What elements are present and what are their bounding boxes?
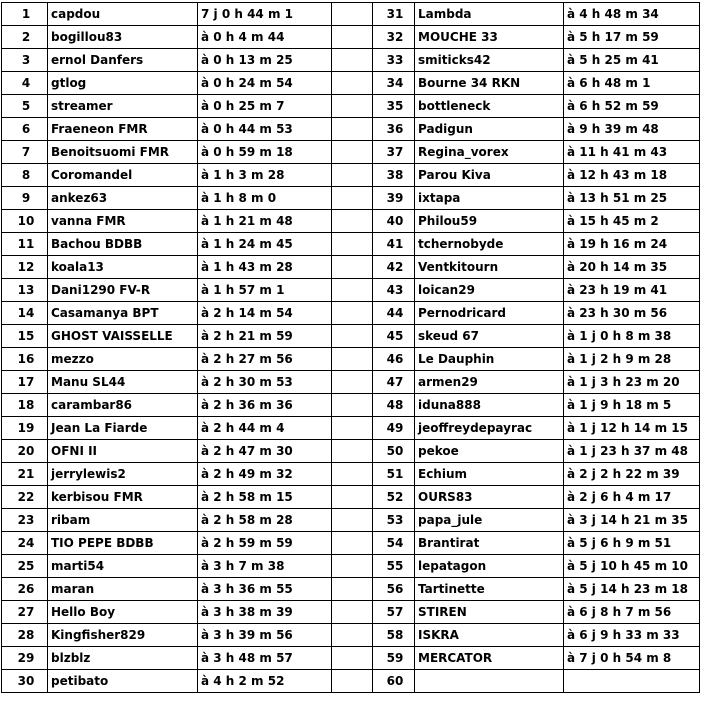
time-cell: à 1 j 23 h 37 m 48 [564, 440, 700, 463]
spacer-cell [332, 302, 373, 325]
spacer-cell [332, 371, 373, 394]
rank-cell: 9 [2, 187, 48, 210]
spacer-cell [332, 279, 373, 302]
rank-cell: 12 [2, 256, 48, 279]
time-cell: à 0 h 59 m 18 [198, 141, 332, 164]
rank-cell: 33 [373, 49, 415, 72]
name-cell: loican29 [415, 279, 564, 302]
rank-cell: 7 [2, 141, 48, 164]
rank-cell: 47 [373, 371, 415, 394]
time-cell: à 2 h 21 m 59 [198, 325, 332, 348]
rank-cell: 11 [2, 233, 48, 256]
name-cell: mezzo [48, 348, 198, 371]
name-cell: Brantirat [415, 532, 564, 555]
table-row [2, 578, 700, 601]
name-cell: jerrylewis2 [48, 463, 198, 486]
table-row [2, 601, 700, 624]
time-cell: à 6 j 8 h 7 m 56 [564, 601, 700, 624]
time-cell: à 6 j 9 h 33 m 33 [564, 624, 700, 647]
name-cell: Ventkitourn [415, 256, 564, 279]
time-cell: à 1 h 43 m 28 [198, 256, 332, 279]
time-cell: à 5 h 17 m 59 [564, 26, 700, 49]
rank-cell: 28 [2, 624, 48, 647]
table-row [2, 417, 700, 440]
name-cell: OURS83 [415, 486, 564, 509]
spacer-cell [332, 509, 373, 532]
rank-cell: 4 [2, 72, 48, 95]
name-cell: Coromandel [48, 164, 198, 187]
rank-cell: 13 [2, 279, 48, 302]
name-cell: Jean La Fiarde [48, 417, 198, 440]
spacer-cell [332, 49, 373, 72]
name-cell: Tartinette [415, 578, 564, 601]
name-cell: ixtapa [415, 187, 564, 210]
time-cell: à 1 h 57 m 1 [198, 279, 332, 302]
spacer-cell [332, 647, 373, 670]
spacer-cell [332, 141, 373, 164]
name-cell: iduna888 [415, 394, 564, 417]
rank-cell: 58 [373, 624, 415, 647]
name-cell: tchernobyde [415, 233, 564, 256]
table-row [2, 49, 700, 72]
table-row [2, 509, 700, 532]
table-row [2, 647, 700, 670]
time-cell: à 2 j 6 h 4 m 17 [564, 486, 700, 509]
spacer-cell [332, 164, 373, 187]
rank-cell: 53 [373, 509, 415, 532]
table-row [2, 210, 700, 233]
rank-cell: 5 [2, 95, 48, 118]
spacer-cell [332, 417, 373, 440]
name-cell: bogillou83 [48, 26, 198, 49]
name-cell: ernol Danfers [48, 49, 198, 72]
time-cell: à 6 h 52 m 59 [564, 95, 700, 118]
time-cell: à 0 h 4 m 44 [198, 26, 332, 49]
time-cell: à 5 j 10 h 45 m 10 [564, 555, 700, 578]
time-cell: à 2 h 59 m 59 [198, 532, 332, 555]
time-cell: à 0 h 24 m 54 [198, 72, 332, 95]
rank-cell: 46 [373, 348, 415, 371]
rank-cell: 31 [373, 3, 415, 26]
name-cell: maran [48, 578, 198, 601]
table-row [2, 555, 700, 578]
spacer-cell [332, 578, 373, 601]
name-cell: Manu SL44 [48, 371, 198, 394]
time-cell: à 2 h 14 m 54 [198, 302, 332, 325]
spacer-cell [332, 325, 373, 348]
name-cell: carambar86 [48, 394, 198, 417]
name-cell: jeoffreydepayrac [415, 417, 564, 440]
name-cell: capdou [48, 3, 198, 26]
name-cell: Casamanya BPT [48, 302, 198, 325]
spacer-cell [332, 463, 373, 486]
name-cell: Echium [415, 463, 564, 486]
name-cell [415, 670, 564, 693]
name-cell: armen29 [415, 371, 564, 394]
spacer-cell [332, 555, 373, 578]
name-cell: STIREN [415, 601, 564, 624]
table-row [2, 394, 700, 417]
time-cell: à 2 h 27 m 56 [198, 348, 332, 371]
rank-cell: 39 [373, 187, 415, 210]
rank-cell: 21 [2, 463, 48, 486]
table-row [2, 141, 700, 164]
name-cell: Bachou BDBB [48, 233, 198, 256]
time-cell: à 12 h 43 m 18 [564, 164, 700, 187]
time-cell: à 5 j 14 h 23 m 18 [564, 578, 700, 601]
name-cell: MOUCHE 33 [415, 26, 564, 49]
name-cell: kerbisou FMR [48, 486, 198, 509]
name-cell: GHOST VAISSELLE [48, 325, 198, 348]
time-cell: à 3 h 38 m 39 [198, 601, 332, 624]
name-cell: pekoe [415, 440, 564, 463]
rank-cell: 23 [2, 509, 48, 532]
name-cell: Hello Boy [48, 601, 198, 624]
table-row [2, 348, 700, 371]
rank-cell: 24 [2, 532, 48, 555]
rank-cell: 40 [373, 210, 415, 233]
spacer-cell [332, 532, 373, 555]
spacer-cell [332, 187, 373, 210]
time-cell: à 15 h 45 m 2 [564, 210, 700, 233]
time-cell: à 2 h 58 m 15 [198, 486, 332, 509]
spacer-cell [332, 3, 373, 26]
name-cell: koala13 [48, 256, 198, 279]
name-cell: MERCATOR [415, 647, 564, 670]
name-cell: bottleneck [415, 95, 564, 118]
rank-cell: 55 [373, 555, 415, 578]
time-cell: à 1 h 24 m 45 [198, 233, 332, 256]
name-cell: Kingfisher829 [48, 624, 198, 647]
rank-cell: 3 [2, 49, 48, 72]
table-row [2, 463, 700, 486]
time-cell: à 3 h 7 m 38 [198, 555, 332, 578]
time-cell: à 1 j 3 h 23 m 20 [564, 371, 700, 394]
spacer-cell [332, 256, 373, 279]
name-cell: Philou59 [415, 210, 564, 233]
time-cell [564, 670, 700, 693]
table-row [2, 95, 700, 118]
spacer-cell [332, 210, 373, 233]
name-cell: gtlog [48, 72, 198, 95]
time-cell: à 11 h 41 m 43 [564, 141, 700, 164]
results-table [1, 2, 700, 693]
name-cell: ankez63 [48, 187, 198, 210]
name-cell: streamer [48, 95, 198, 118]
rank-cell: 17 [2, 371, 48, 394]
table-row [2, 486, 700, 509]
rank-cell: 32 [373, 26, 415, 49]
rank-cell: 42 [373, 256, 415, 279]
results-table-body [2, 3, 700, 693]
rank-cell: 10 [2, 210, 48, 233]
name-cell: marti54 [48, 555, 198, 578]
name-cell: ISKRA [415, 624, 564, 647]
rank-cell: 8 [2, 164, 48, 187]
name-cell: Lambda [415, 3, 564, 26]
rank-cell: 37 [373, 141, 415, 164]
rank-cell: 26 [2, 578, 48, 601]
table-row [2, 325, 700, 348]
name-cell: OFNI II [48, 440, 198, 463]
time-cell: à 6 h 48 m 1 [564, 72, 700, 95]
spacer-cell [332, 348, 373, 371]
spacer-cell [332, 394, 373, 417]
time-cell: à 2 h 44 m 4 [198, 417, 332, 440]
rank-cell: 54 [373, 532, 415, 555]
time-cell: à 13 h 51 m 25 [564, 187, 700, 210]
table-row [2, 72, 700, 95]
rank-cell: 36 [373, 118, 415, 141]
table-row [2, 164, 700, 187]
rank-cell: 2 [2, 26, 48, 49]
name-cell: TIO PEPE BDBB [48, 532, 198, 555]
table-row [2, 256, 700, 279]
spacer-cell [332, 440, 373, 463]
table-row [2, 371, 700, 394]
rank-cell: 22 [2, 486, 48, 509]
rank-cell: 59 [373, 647, 415, 670]
name-cell: papa_jule [415, 509, 564, 532]
spacer-cell [332, 486, 373, 509]
time-cell: à 2 h 47 m 30 [198, 440, 332, 463]
spacer-cell [332, 233, 373, 256]
time-cell: à 23 h 30 m 56 [564, 302, 700, 325]
time-cell: à 4 h 48 m 34 [564, 3, 700, 26]
rank-cell: 41 [373, 233, 415, 256]
time-cell: à 19 h 16 m 24 [564, 233, 700, 256]
time-cell: à 3 j 14 h 21 m 35 [564, 509, 700, 532]
time-cell: à 1 j 0 h 8 m 38 [564, 325, 700, 348]
name-cell: lepatagon [415, 555, 564, 578]
spacer-cell [332, 670, 373, 693]
rank-cell: 52 [373, 486, 415, 509]
name-cell: Padigun [415, 118, 564, 141]
table-row [2, 279, 700, 302]
name-cell: petibato [48, 670, 198, 693]
rank-cell: 51 [373, 463, 415, 486]
time-cell: à 9 h 39 m 48 [564, 118, 700, 141]
time-cell: à 2 h 36 m 36 [198, 394, 332, 417]
time-cell: à 4 h 2 m 52 [198, 670, 332, 693]
table-row [2, 3, 700, 26]
rank-cell: 38 [373, 164, 415, 187]
rank-cell: 30 [2, 670, 48, 693]
rank-cell: 6 [2, 118, 48, 141]
name-cell: Dani1290 FV-R [48, 279, 198, 302]
rank-cell: 43 [373, 279, 415, 302]
rank-cell: 57 [373, 601, 415, 624]
time-cell: à 3 h 39 m 56 [198, 624, 332, 647]
time-cell: à 2 h 58 m 28 [198, 509, 332, 532]
table-row [2, 302, 700, 325]
rank-cell: 14 [2, 302, 48, 325]
results-table-container [1, 2, 700, 693]
time-cell: à 1 h 21 m 48 [198, 210, 332, 233]
name-cell: Le Dauphin [415, 348, 564, 371]
rank-cell: 60 [373, 670, 415, 693]
name-cell: Regina_vorex [415, 141, 564, 164]
rank-cell: 25 [2, 555, 48, 578]
name-cell: Bourne 34 RKN [415, 72, 564, 95]
spacer-cell [332, 72, 373, 95]
rank-cell: 45 [373, 325, 415, 348]
rank-cell: 29 [2, 647, 48, 670]
time-cell: à 1 j 9 h 18 m 5 [564, 394, 700, 417]
time-cell: à 1 j 12 h 14 m 15 [564, 417, 700, 440]
table-row [2, 532, 700, 555]
name-cell: Benoitsuomi FMR [48, 141, 198, 164]
spacer-cell [332, 601, 373, 624]
rank-cell: 1 [2, 3, 48, 26]
rank-cell: 34 [373, 72, 415, 95]
name-cell: blzblz [48, 647, 198, 670]
time-cell: à 20 h 14 m 35 [564, 256, 700, 279]
table-row [2, 118, 700, 141]
time-cell: à 1 h 3 m 28 [198, 164, 332, 187]
rank-cell: 16 [2, 348, 48, 371]
table-row [2, 440, 700, 463]
rank-cell: 18 [2, 394, 48, 417]
time-cell: à 2 h 49 m 32 [198, 463, 332, 486]
name-cell: ribam [48, 509, 198, 532]
time-cell: à 23 h 19 m 41 [564, 279, 700, 302]
name-cell: skeud 67 [415, 325, 564, 348]
rank-cell: 27 [2, 601, 48, 624]
rank-cell: 49 [373, 417, 415, 440]
table-row [2, 624, 700, 647]
time-cell: à 3 h 48 m 57 [198, 647, 332, 670]
name-cell: Pernodricard [415, 302, 564, 325]
time-cell: à 0 h 13 m 25 [198, 49, 332, 72]
time-cell: à 1 h 8 m 0 [198, 187, 332, 210]
time-cell: à 2 h 30 m 53 [198, 371, 332, 394]
rank-cell: 35 [373, 95, 415, 118]
table-row [2, 187, 700, 210]
rank-cell: 56 [373, 578, 415, 601]
table-row [2, 233, 700, 256]
name-cell: smiticks42 [415, 49, 564, 72]
spacer-cell [332, 95, 373, 118]
name-cell: Parou Kiva [415, 164, 564, 187]
time-cell: à 0 h 25 m 7 [198, 95, 332, 118]
spacer-cell [332, 26, 373, 49]
rank-cell: 15 [2, 325, 48, 348]
spacer-cell [332, 624, 373, 647]
time-cell: à 5 h 25 m 41 [564, 49, 700, 72]
name-cell: Fraeneon FMR [48, 118, 198, 141]
rank-cell: 50 [373, 440, 415, 463]
rank-cell: 20 [2, 440, 48, 463]
time-cell: à 1 j 2 h 9 m 28 [564, 348, 700, 371]
time-cell: à 7 j 0 h 54 m 8 [564, 647, 700, 670]
rank-cell: 48 [373, 394, 415, 417]
table-row [2, 26, 700, 49]
name-cell: vanna FMR [48, 210, 198, 233]
time-cell: 7 j 0 h 44 m 1 [198, 3, 332, 26]
time-cell: à 0 h 44 m 53 [198, 118, 332, 141]
table-row [2, 670, 700, 693]
rank-cell: 19 [2, 417, 48, 440]
time-cell: à 2 j 2 h 22 m 39 [564, 463, 700, 486]
spacer-cell [332, 118, 373, 141]
rank-cell: 44 [373, 302, 415, 325]
time-cell: à 5 j 6 h 9 m 51 [564, 532, 700, 555]
time-cell: à 3 h 36 m 55 [198, 578, 332, 601]
